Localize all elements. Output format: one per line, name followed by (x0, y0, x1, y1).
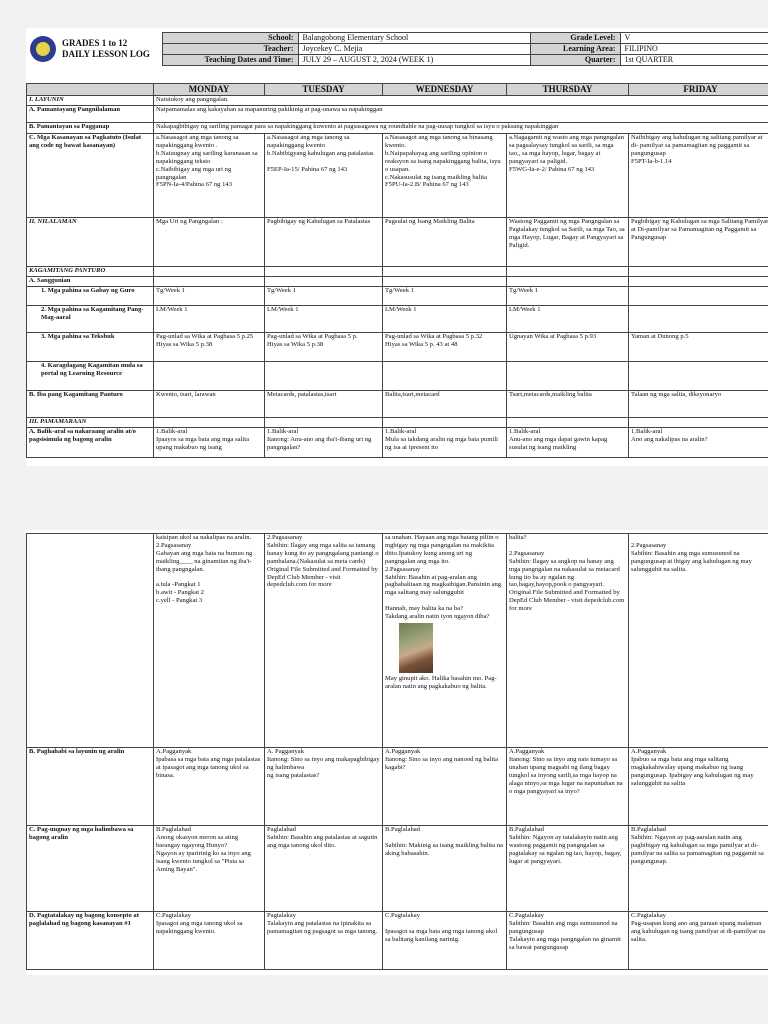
pagsasanay-wednesday (383, 534, 507, 748)
lm-tuesday: LM/Week 1 (265, 306, 383, 333)
iba-pang-tuesday: Metacards, patalastas,tsart (265, 391, 383, 418)
pag-uugnay-thursday: B.Paglalahad Sabihin: Ngayon ay tatalakayin natin ang wastong paggamit ng pangngalan sa pagtalakay sa ngalan ng tao, hayop, bagay, lugar at pangyayari. (507, 826, 629, 912)
balik-aral-continued-label (27, 534, 154, 748)
gabay-wednesday: Tg/Week 1 (383, 287, 507, 306)
nilalaman-tuesday: Pagbibigay ng Kahulugan sa Patalastas (265, 218, 383, 267)
layunin-label: I. LAYUNIN (27, 96, 154, 106)
row-nilalaman (27, 218, 768, 267)
day-tuesday: TUESDAY (265, 84, 383, 96)
iba-pang-thursday: Tsart,metacards,maikling balita (507, 391, 629, 418)
log-title (62, 38, 150, 60)
row-paghahabi (27, 748, 768, 826)
row-kagamitang-pang-mag-aaral (27, 306, 768, 333)
row-kagamitang-panturo (27, 267, 768, 277)
kasanayan-friday: Naibibigay ang kahulugan ng salitang pamilyar at di- pamilyar sa pamamagitan ng paggamit sa pangungusap F5PT-Ia-b-1.14 (629, 134, 768, 218)
quarter-value: 1st QUARTER (620, 55, 768, 66)
paghahabi-monday: A.Pagganyak Ipabasa sa mga bata ang mga patalastas at ipasagot ang mga tanong ukol sa binasa. (154, 748, 265, 826)
days-header-row (27, 84, 768, 96)
teksbuk-tuesday: Pag-unlad sa Wika at Pagbasa 5 p. Hiyas sa Wika 5 p.38 (265, 333, 383, 362)
gabay-tuesday: Tg/Week 1 (265, 287, 383, 306)
kagamitang-pang-mag-aaral-label: 2. Mga pahina sa Kagamitang Pang-Mag-aaral (27, 306, 154, 333)
balik-aral-thursday: 1.Balik-aral Anu-ano ang mga dapat gawin kapag susulat ng isang maikling (507, 428, 629, 458)
kasanayan-wednesday: a.Nasasagot ang mga tanong sa binasang kwento. b.Naipapahayag ang sariling opinion o reaksyon sa isang napakinggang balita, isyu o usapan. c.Nakasusulat ng isang maikling balita F5PU-Ia-2.B/ Pahina 67 ng 143 (383, 134, 507, 218)
iba-pang-friday: Talaan ng mga salita, diksyonaryo (629, 391, 768, 418)
dates-label: Teaching Dates and Time: (162, 55, 298, 66)
nilalaman-wednesday: Pagsulat ng Isang Maikling Balita (383, 218, 507, 267)
pagtatalakay-wednesday: C.Pagtalakay Ipasagot sa mga bata ang mga tanong ukol sa balitang kanilang narinig. (383, 912, 507, 970)
row-pamantayan-pagganap (27, 123, 768, 134)
sanggunian-label: A. Sanggunian (27, 277, 154, 287)
iba-pang-monday: Kwento, tsart, larawan (154, 391, 265, 418)
quarter-label: Quarter: (530, 55, 620, 66)
area-value: FILIPINO (620, 44, 768, 55)
gabay-thursday: Tg/Week 1 (507, 287, 629, 306)
lm-monday: LM/Week 1 (154, 306, 265, 333)
pagtatalakay-monday: C.Pagtalakay Ipasagot ang mga tanong ukol sa napakinggang kwento. (154, 912, 265, 970)
nilalaman-label: II. NILALAMAN (27, 218, 154, 267)
school-label: School: (162, 33, 298, 44)
pagtatalakay-label: D. Pagtatalakay ng bagong konsepto at paglalahad ng bagong kasanayan #1 (27, 912, 154, 970)
pamantayang-pangnilalaman-text: Naipamamalas ang kakayahan sa mapanuring pakikinig at pag-unawa sa napakinggan (154, 106, 768, 123)
pag-uugnay-tuesday: Paglalahad Sabihin: Basahin ang patalastas at sagutin ang mga tanong ukol dito. (265, 826, 383, 912)
karagdagang-monday (154, 362, 265, 391)
gabay-friday (629, 287, 768, 306)
balik-aral-friday: 1.Balik-aral Ano ang nakalipas na aralin? (629, 428, 768, 458)
day-wednesday: WEDNESDAY (383, 84, 507, 96)
iba-pang-wednesday: Balita,tsart,metacard (383, 391, 507, 418)
layunin-text: Natutukoy ang pangngalan. (154, 96, 768, 106)
karagdagang-thursday (507, 362, 629, 391)
pamantayang-pangnilalaman-label: A. Pamantayang Pangnilalaman (27, 106, 154, 123)
title-line-1: GRADES 1 to 12 (62, 38, 128, 48)
teacher-label: Teacher: (162, 44, 298, 55)
kasanayan-monday: a.Nasasagot ang mga tanong sa napakinggang kwento . b.Naiuugnay ang sariling karanasan sa napakinggang teksto c.Naibibigay ang mga uri ng pangngalan F5PN-Ia-4/Pahina 67 ng 143 (154, 134, 265, 218)
pagtatalakay-tuesday: Pagtalakay Talakayin ang patalastas na ipinakita sa pamamagitan ng pagsagot sa mga tanong. (265, 912, 383, 970)
news-clipping-photo (399, 623, 433, 673)
pag-uugnay-friday: B.Paglalahad Sabihin: Ngayon ay pag-aaralan natin ang pagbibigay ng kahulugan sa mga pamilyar at di-pamilyar na salita sa pamamagitan ng paggamit sa pangungusap. (629, 826, 768, 912)
grade-value: V (620, 33, 768, 44)
paghahabi-friday: A.Pagganyak Ipabuo sa mga bata ang mga salitang magkakahiwalay upang makabuo ng isang pangungusap. Ipabigay ang kahulugan ng may salungguhit na salita (629, 748, 768, 826)
row-teksbuk (27, 333, 768, 362)
karagdagang-wednesday (383, 362, 507, 391)
teksbuk-thursday: Ugnayan Wika at Pagbasa 5 p.93 (507, 333, 629, 362)
paghahabi-label: B. Paghahabi sa layunin ng aralin (27, 748, 154, 826)
area-label: Learning Area: (530, 44, 620, 55)
row-karagdagang-kagamitan (27, 362, 768, 391)
kasanayan-label: C. Mga Kasanayan sa Pagkatuto (Isulat ang code ng bawat kasanayan) (27, 134, 154, 218)
lesson-log-page-1 (26, 28, 768, 466)
lesson-table-page-1 (26, 83, 768, 458)
grade-label: Grade Level: (530, 33, 620, 44)
lm-thursday: LM/Week 1 (507, 306, 629, 333)
paghahabi-wednesday: A.Pagganyak Itanong: Sino sa inyo ang nanood ng balita kagabi? (383, 748, 507, 826)
row-iba-pang-kagamitan (27, 391, 768, 418)
row-balik-aral-continued (27, 534, 768, 748)
gabay-monday: Tg/Week 1 (154, 287, 265, 306)
balik-aral-tuesday: 1.Balik-aral Itanong: Anu-ano ang iba't-ibang uri ng pangngalan? (265, 428, 383, 458)
karagdagang-friday (629, 362, 768, 391)
title-line-2: DAILY LESSON LOG (62, 49, 150, 59)
row-pag-uugnay (27, 826, 768, 912)
day-monday: MONDAY (154, 84, 265, 96)
pag-uugnay-label: C. Pag-uugnay ng mga halimbawa sa bagong aralin (27, 826, 154, 912)
pagsasanay-thursday: balita? 2.Pagsasanay Sabihin: Ilagay sa angkop na hanay ang mga pangngalan na nakasulat sa metacard kung ito ba ay ngalan ng tao,bagay,hayop,pook o pangyayari. Original File Submitted and Formatted by DepEd Club Member - visit depedclub.com for more (507, 534, 629, 748)
nilalaman-monday: Mga Uri ng Pangngalan : (154, 218, 265, 267)
dates-value: JULY 29 – AUGUST 2, 2024 (WEEK 1) (298, 55, 530, 66)
teksbuk-monday: Pag-unlad sa Wika at Pagbasa 5 p.25 Hiyas sa Wika 5 p.38 (154, 333, 265, 362)
teksbuk-wednesday: Pag-unlad sa Wika at Pagbasa 5 p.32 Hiyas sa Wika 5 p. 43 at 48 (383, 333, 507, 362)
balik-aral-label: A. Balik-aral sa nakaraang aralin at/o pagsisimula ng bagong aralin (27, 428, 154, 458)
iba-pang-kagamitan-label: B. Iba pang Kagamitang Panturo (27, 391, 154, 418)
teksbuk-friday: Yaman at Dunong p.5 (629, 333, 768, 362)
row-gabay-guro (27, 287, 768, 306)
pagtatalakay-friday: C.Pagtalakay Pag-usapan kung ano ang paraan upang malaman ang kahulugan ng isang pamilyar at di-pamilyar na salita. (629, 912, 768, 970)
pagtatalakay-thursday: C.Pagtalakay Sabihin: Basahin ang mga sumusunod na pangungusap Talakayin ang mga pangngalan na ginamit sa bawat pangungusap (507, 912, 629, 970)
paghahabi-thursday: A.Pagganyak Itanong: Sino sa inyo ang nais tumayo sa unahan upang magsabi ng ilang bagay tungkol sa inyong sarili,sa mga hayop na alaga ninyo,sa mga lugar na napuntahan na o mga pangyayari sa inyo? (507, 748, 629, 826)
row-balik-aral (27, 428, 768, 458)
day-thursday: THURSDAY (507, 84, 629, 96)
pagsasanay-tuesday: 2.Pagsasanay Sabihin: Ilagay ang mga salita sa tamang hanay kung ito ay pangngalang pantangi o pambalana.(Nakasulat sa meta cards) Original File Submitted and Formatted by DepEd Club Member - visit depedclub.com for more (265, 534, 383, 748)
nilalaman-thursday: Wastong Paggamit ng mga Pangngalan sa Pagtalakay tungkol sa Sarili, sa mga Tao, sa mga Hayop, Lugar, Bagay at Pangyayari sa Paligid. (507, 218, 629, 267)
lm-wednesday: LM/Week 1 (383, 306, 507, 333)
balik-aral-wednesday: 1.Balik-aral Mula sa takdang aralin ng mga bata pumili ng isa at ipresent ito (383, 428, 507, 458)
teksbuk-label: 3. Mga pahina sa Teksbuk (27, 333, 154, 362)
deped-seal-icon (30, 36, 56, 62)
paghahabi-tuesday: A. Pagganyak Itanong: Sino sa inyo ang makapagbibigay ng halimbawa ng isang patalastas? (265, 748, 383, 826)
row-pagtatalakay (27, 912, 768, 970)
pamantayan-pagganap-label: B. Pamantayan sa Pagganap (27, 123, 154, 134)
row-pamamaraan (27, 418, 768, 428)
pagsasanay-wednesday-text-2: May ginupit ako. Halika basahin mo. Pag-aralan natin ang pagkakabuo ng balita. (385, 674, 497, 690)
nilalaman-friday: Pagbibigay ng Kahulugan sa mga Salitang Pamilyar at Di-pamilyar sa Pamamagitan ng Paggamit sa Pangungusap (629, 218, 768, 267)
gabay-guro-label: 1. Mga pahina sa Gabay ng Guro (27, 287, 154, 306)
header-table (26, 32, 768, 66)
lesson-log-page-2 (26, 530, 768, 975)
row-sanggunian (27, 277, 768, 287)
karagdagang-kagamitan-label: 4. Karagdagang Kagamitan mula sa portal ng Learning Resource (27, 362, 154, 391)
lesson-table-page-2 (26, 533, 768, 970)
lm-friday (629, 306, 768, 333)
day-friday: FRIDAY (629, 84, 768, 96)
pamantayan-pagganap-text: Nakapagbibigay ng sariling pamagat para sa napakinggang kuwento at pagsasagawa ng roundtable na pag-uusap tungkol sa isyu o paksang napakinggan (154, 123, 768, 134)
row-pamantayang-pangnilalaman (27, 106, 768, 123)
row-kasanayan (27, 134, 768, 218)
pag-uugnay-wednesday: B.Paglalahad Sabihin: Makinig sa isang maikling balita na aking babasahin. (383, 826, 507, 912)
pagsasanay-monday: kaisipan ukol sa nakalipas na aralin. 2.Pagsasanay Gabayan ang mga bata na bumuo ng maikling____ na ginamitan ng iba't-ibang pangngalan. a.tula -Pangkat 1 b.awit - Pangkat 2 c.yell - Pangkat 3 (154, 534, 265, 748)
school-value: Balangobong Elementary School (298, 33, 530, 44)
pagsasanay-friday: 2.Pagsasanay Sabihin: Basahin ang mga sumusunod na pangungusap at ibigay ang kahulugan ng may salungguhit na salita. (629, 534, 768, 748)
pag-uugnay-monday: B.Paglalahad Anong okasyon meron sa ating barangay ngayong Hunyo? Ngayon ay iparirinig ko sa inyo ang isang kwento tungkol sa "Pista sa Aming Bayan". (154, 826, 265, 912)
header-logo-block (26, 33, 162, 66)
kasanayan-tuesday: a.Nasasagot ang mga tanong sa napakinggang kwento b.Nabibigyang kahulugan ang patalastas F5EP-Ia-15/ Pahina 67 ng 143 (265, 134, 383, 218)
row-layunin (27, 96, 768, 106)
kagamitang-panturo-label: KAGAMITANG PANTURO (27, 267, 154, 277)
pagsasanay-wednesday-text: sa unahan. Hayaan ang mga batang piliin o mgbigay ng mga pangngalan na makikita ditto.Ipatukoy kung anong uri ng pangngalan ang mga ito. 2.Pagsasanay Sabihin: Basahin at pag-aralan ang pagbabalitaan ng magkaibigan.Pansinin ang mga salitang may salungguhit Hannah, may balita ka na ba? Takdang aralin natin iyon ngayon diba? (385, 534, 502, 621)
days-header-blank (27, 84, 154, 96)
pamamaraan-label: III. PAMAMARAAN (27, 418, 154, 428)
balik-aral-monday: 1.Balik-aral Ipaayos sa mga bata ang mga salita upang makabuo ng isang (154, 428, 265, 458)
karagdagang-tuesday (265, 362, 383, 391)
teacher-value: Joycekey C. Mejia (298, 44, 530, 55)
kasanayan-thursday: a.Nagagamit ng wasto ang mga pangngalan sa pagsalaysay tungkol sa sarili, sa mga tao,, sa mga hayop, lugar, bagay at pangyayari sa paligid. F5WG-Ia-e-2/ Pahina 67 ng 143 (507, 134, 629, 218)
